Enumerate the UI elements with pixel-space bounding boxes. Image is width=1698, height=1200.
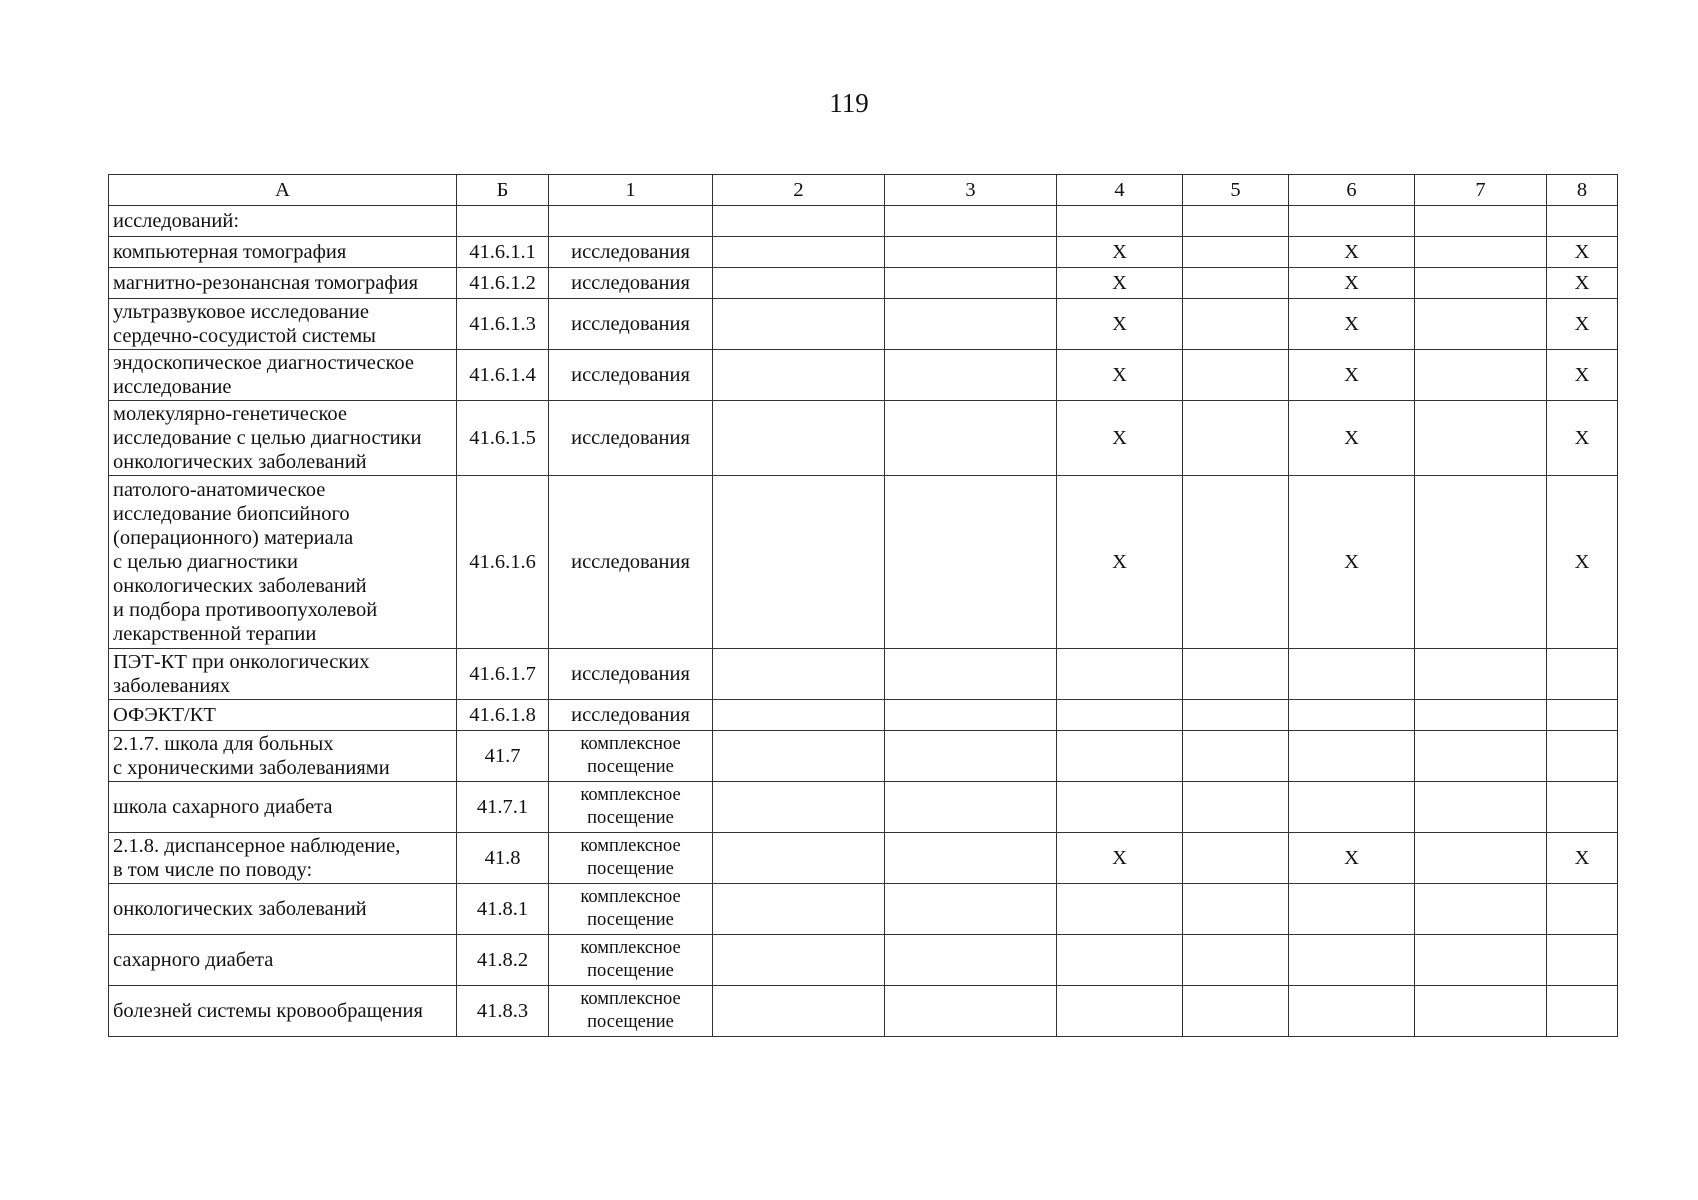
mark-cell [1415, 986, 1547, 1037]
mark-cell [713, 649, 885, 700]
mark-cell [1057, 649, 1183, 700]
mark-cell [1415, 731, 1547, 782]
mark-cell: X [1547, 476, 1618, 649]
column-header: 1 [549, 175, 713, 206]
column-header: 2 [713, 175, 885, 206]
mark-cell [1547, 782, 1618, 833]
mark-cell [1415, 649, 1547, 700]
mark-cell [1289, 884, 1415, 935]
mark-cell [1183, 268, 1289, 299]
row-code: 41.7 [457, 731, 549, 782]
row-name: онкологических заболеваний [109, 884, 457, 935]
mark-cell: X [1547, 350, 1618, 401]
mark-cell [1289, 986, 1415, 1037]
row-code: 41.8.3 [457, 986, 549, 1037]
mark-cell: X [1547, 833, 1618, 884]
mark-cell [1289, 700, 1415, 731]
column-header: 4 [1057, 175, 1183, 206]
row-name: ОФЭКТ/КТ [109, 700, 457, 731]
mark-cell [1415, 206, 1547, 237]
mark-cell [713, 782, 885, 833]
row-unit: исследования [549, 237, 713, 268]
mark-cell [1183, 833, 1289, 884]
row-unit: исследования [549, 649, 713, 700]
row-name: болезней системы кровообращения [109, 986, 457, 1037]
mark-cell [1415, 299, 1547, 350]
mark-cell: X [1289, 299, 1415, 350]
row-unit: комплексное посещение [549, 833, 713, 884]
row-code: 41.6.1.2 [457, 268, 549, 299]
mark-cell: X [1289, 401, 1415, 476]
row-code: 41.6.1.7 [457, 649, 549, 700]
mark-cell [1547, 884, 1618, 935]
mark-cell [713, 350, 885, 401]
row-name: ультразвуковое исследование сердечно-сосудистой системы [109, 299, 457, 350]
mark-cell [713, 700, 885, 731]
mark-cell [1183, 782, 1289, 833]
table-row [109, 649, 1618, 700]
table-body [109, 206, 1618, 1037]
mark-cell [713, 731, 885, 782]
row-unit: исследования [549, 350, 713, 401]
row-name: 2.1.8. диспансерное наблюдение, в том числе по поводу: [109, 833, 457, 884]
mark-cell [1415, 237, 1547, 268]
table-row [109, 884, 1618, 935]
mark-cell [1183, 935, 1289, 986]
mark-cell [885, 986, 1057, 1037]
row-name: школа сахарного диабета [109, 782, 457, 833]
row-code [457, 206, 549, 237]
mark-cell [1547, 935, 1618, 986]
row-code: 41.6.1.8 [457, 700, 549, 731]
mark-cell: X [1547, 268, 1618, 299]
mark-cell: X [1289, 350, 1415, 401]
mark-cell [1289, 935, 1415, 986]
mark-cell [1415, 401, 1547, 476]
mark-cell [1415, 268, 1547, 299]
mark-cell [1289, 206, 1415, 237]
row-name: магнитно-резонансная томография [109, 268, 457, 299]
header-row [109, 175, 1618, 206]
mark-cell [1415, 935, 1547, 986]
column-header: 7 [1415, 175, 1547, 206]
row-name: патолого-анатомическое исследование биопсийного (операционного) материала с целью диагностики онкологических заболеваний и подбора противоопухолевой лекарственной терапии [109, 476, 457, 649]
table-row [109, 833, 1618, 884]
row-unit: исследования [549, 476, 713, 649]
mark-cell [1289, 649, 1415, 700]
mark-cell [1547, 700, 1618, 731]
row-name: ПЭТ-КТ при онкологических заболеваниях [109, 649, 457, 700]
row-unit: комплексное посещение [549, 884, 713, 935]
mark-cell: X [1057, 833, 1183, 884]
mark-cell [885, 731, 1057, 782]
row-code: 41.8.2 [457, 935, 549, 986]
row-code: 41.8.1 [457, 884, 549, 935]
row-code: 41.7.1 [457, 782, 549, 833]
mark-cell [1057, 986, 1183, 1037]
mark-cell [713, 299, 885, 350]
mark-cell [713, 833, 885, 884]
mark-cell [885, 350, 1057, 401]
row-name: исследований: [109, 206, 457, 237]
mark-cell: X [1057, 237, 1183, 268]
mark-cell: X [1289, 268, 1415, 299]
mark-cell [1183, 350, 1289, 401]
row-name: молекулярно-генетическое исследование с целью диагностики онкологических заболеваний [109, 401, 457, 476]
row-code: 41.6.1.3 [457, 299, 549, 350]
mark-cell [1183, 986, 1289, 1037]
mark-cell [1547, 649, 1618, 700]
mark-cell: X [1057, 299, 1183, 350]
table-row [109, 782, 1618, 833]
table-row [109, 268, 1618, 299]
row-unit: исследования [549, 299, 713, 350]
table-row [109, 206, 1618, 237]
mark-cell: X [1547, 237, 1618, 268]
row-code: 41.8 [457, 833, 549, 884]
mark-cell: X [1547, 401, 1618, 476]
mark-cell [1183, 401, 1289, 476]
page-number: 119 [829, 88, 869, 118]
mark-cell [1415, 350, 1547, 401]
mark-cell: X [1057, 476, 1183, 649]
row-unit [549, 206, 713, 237]
mark-cell [1183, 476, 1289, 649]
mark-cell [885, 206, 1057, 237]
mark-cell: X [1057, 268, 1183, 299]
column-header: 8 [1547, 175, 1618, 206]
mark-cell [1057, 935, 1183, 986]
mark-cell [1057, 700, 1183, 731]
table-row [109, 237, 1618, 268]
row-unit: исследования [549, 700, 713, 731]
mark-cell [1057, 782, 1183, 833]
mark-cell [885, 649, 1057, 700]
mark-cell [1415, 884, 1547, 935]
row-unit: комплексное посещение [549, 986, 713, 1037]
mark-cell [1289, 782, 1415, 833]
mark-cell [1415, 782, 1547, 833]
mark-cell [885, 299, 1057, 350]
row-unit: комплексное посещение [549, 782, 713, 833]
mark-cell [713, 206, 885, 237]
mark-cell [1057, 884, 1183, 935]
row-code: 41.6.1.4 [457, 350, 549, 401]
mark-cell [713, 935, 885, 986]
column-header: 6 [1289, 175, 1415, 206]
column-header: 3 [885, 175, 1057, 206]
mark-cell: X [1057, 350, 1183, 401]
mark-cell [1547, 986, 1618, 1037]
row-unit: исследования [549, 268, 713, 299]
table-row [109, 731, 1618, 782]
row-unit: комплексное посещение [549, 731, 713, 782]
row-name: компьютерная томография [109, 237, 457, 268]
mark-cell [1547, 206, 1618, 237]
mark-cell [713, 268, 885, 299]
mark-cell [713, 401, 885, 476]
mark-cell [1415, 833, 1547, 884]
table-row [109, 935, 1618, 986]
mark-cell [885, 237, 1057, 268]
mark-cell [1057, 731, 1183, 782]
mark-cell [1183, 299, 1289, 350]
mark-cell [1183, 237, 1289, 268]
mark-cell [1183, 731, 1289, 782]
mark-cell [885, 935, 1057, 986]
mark-cell [713, 476, 885, 649]
mark-cell: X [1057, 401, 1183, 476]
row-name: эндоскопическое диагностическое исследование [109, 350, 457, 401]
mark-cell [885, 884, 1057, 935]
column-header: А [109, 175, 457, 206]
mark-cell [713, 237, 885, 268]
mark-cell: X [1547, 299, 1618, 350]
mark-cell [1415, 476, 1547, 649]
mark-cell [713, 986, 885, 1037]
column-header: 5 [1183, 175, 1289, 206]
mark-cell: X [1289, 476, 1415, 649]
row-unit: комплексное посещение [549, 935, 713, 986]
data-table [108, 174, 1618, 1037]
table-row [109, 986, 1618, 1037]
row-unit: исследования [549, 401, 713, 476]
row-code: 41.6.1.6 [457, 476, 549, 649]
column-header: Б [457, 175, 549, 206]
mark-cell [885, 833, 1057, 884]
row-name: сахарного диабета [109, 935, 457, 986]
table-row [109, 476, 1618, 649]
mark-cell [1183, 206, 1289, 237]
row-code: 41.6.1.5 [457, 401, 549, 476]
table-row [109, 700, 1618, 731]
table-row [109, 299, 1618, 350]
mark-cell: X [1289, 237, 1415, 268]
row-name: 2.1.7. школа для больных с хроническими заболеваниями [109, 731, 457, 782]
mark-cell [1289, 731, 1415, 782]
mark-cell [1183, 884, 1289, 935]
mark-cell [885, 401, 1057, 476]
mark-cell [713, 884, 885, 935]
mark-cell [885, 700, 1057, 731]
table-row [109, 350, 1618, 401]
mark-cell [885, 476, 1057, 649]
row-code: 41.6.1.1 [457, 237, 549, 268]
table-row [109, 401, 1618, 476]
mark-cell [1183, 700, 1289, 731]
mark-cell [885, 782, 1057, 833]
mark-cell [1415, 700, 1547, 731]
mark-cell [1183, 649, 1289, 700]
mark-cell [1547, 731, 1618, 782]
mark-cell: X [1289, 833, 1415, 884]
mark-cell [885, 268, 1057, 299]
mark-cell [1057, 206, 1183, 237]
